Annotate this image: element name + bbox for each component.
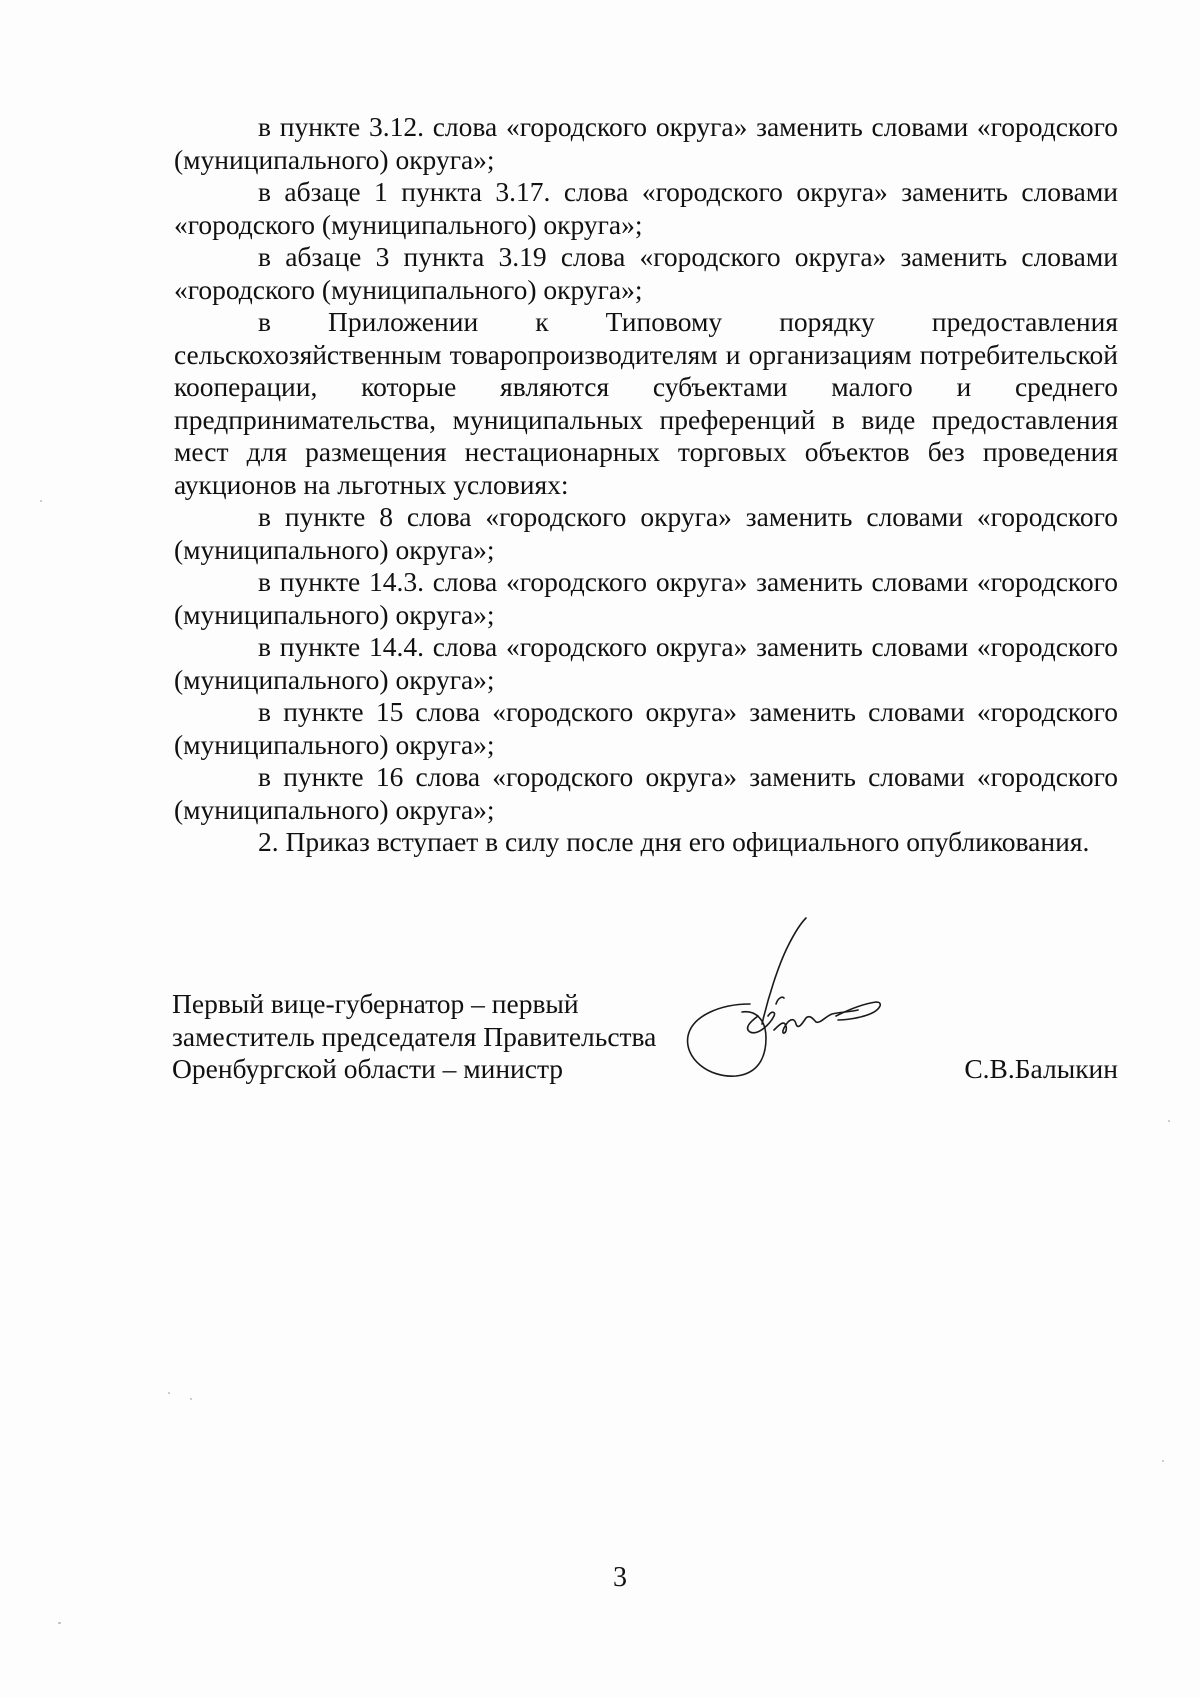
scan-speck [40,500,42,502]
scan-speck [58,1622,61,1624]
paragraph-clause-8: в пункте 8 слова «городского округа» заменить словами «городского (муниципального) округа»; [174,501,1118,565]
paragraph-effective-date: 2. Приказ вступает в силу после дня его официального опубликования. [258,826,1090,857]
signer-name: С.В.Балыкин [964,1053,1118,1084]
paragraph-clause-3-17: в абзаце 1 пункта 3.17. слова «городского округа» заменить словами «городского (муниципального) округа»; [174,176,1118,240]
scan-speck [168,1392,170,1394]
paragraph-appendix-intro: в Приложении к Типовому порядку предоставления сельскохозяйственным товаропроизводителям и организациям потребительской кооперации, которые являются субъектами малого и среднего предпринимательства, муниципальных преференций в виде предоставления мест для размещения нестационарных торговых объектов без проведения аукционов на льготных условиях: [174,306,1118,500]
paragraph-clause-3-12: в пункте 3.12. слова «городского округа» заменить словами «городского (муниципального) округа»; [174,111,1118,175]
signer-position-line: Оренбургской области – министр [172,1053,564,1084]
signer-position [172,988,692,1086]
paragraph-clause-14-4: в пункте 14.4. слова «городского округа» заменить словами «городского (муниципального) округа»; [174,631,1118,695]
paragraph-clause-14-3: в пункте 14.3. слова «городского округа» заменить словами «городского (муниципального) округа»; [174,566,1118,630]
page-number: 3 [613,1562,627,1593]
document-body [174,111,1118,859]
signer-position-line: заместитель председателя Правительства [172,1020,657,1052]
paragraph-clause-16: в пункте 16 слова «городского округа» заменить словами «городского (муниципального) округа»; [174,761,1118,825]
scan-speck [1168,1120,1170,1122]
paragraph-clause-3-19: в абзаце 3 пункта 3.19 слова «городского округа» заменить словами «городского (муниципального) округа»; [174,241,1118,305]
handwritten-signature [680,912,920,1092]
signer-position-line: Первый вице-губернатор – первый [172,988,579,1019]
paragraph-clause-15: в пункте 15 слова «городского округа» заменить словами «городского (муниципального) округа»; [174,696,1118,760]
scan-speck [1162,1460,1164,1462]
scan-speck [190,1398,192,1400]
